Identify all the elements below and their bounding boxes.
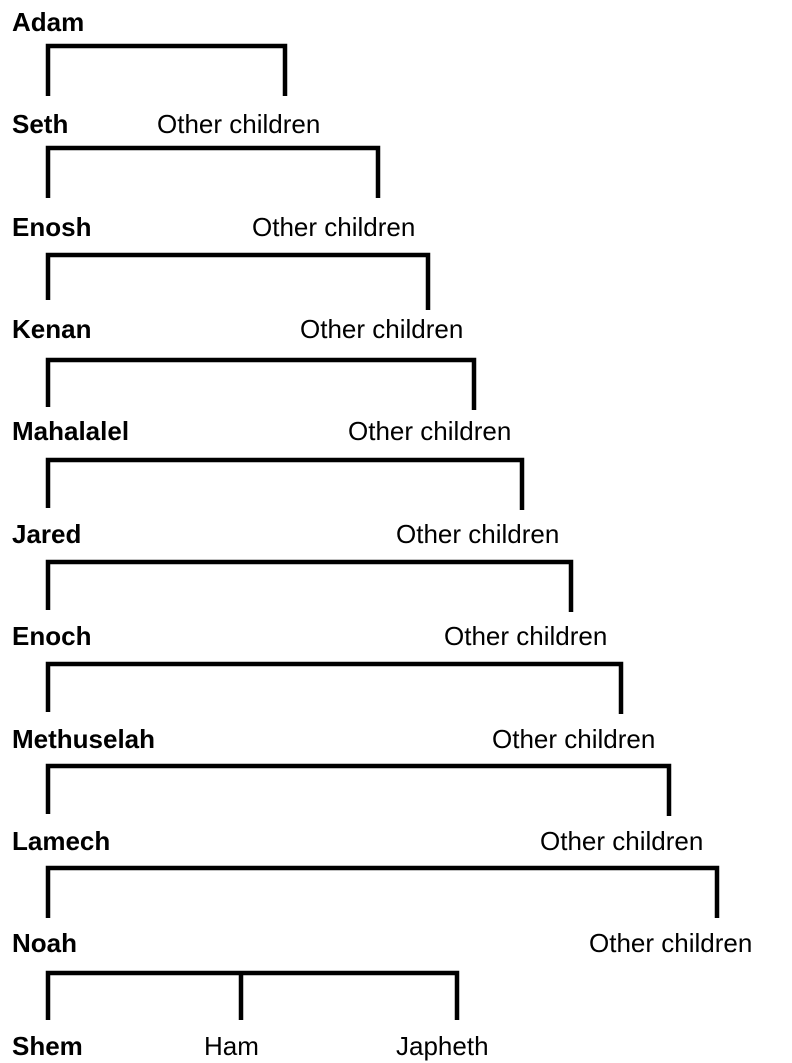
connector-mahalalel [48,460,522,510]
connector-seth [48,148,378,198]
other-children-noah: Other children [589,928,753,958]
connector-kenan [48,360,474,410]
person-methuselah: Methuselah [12,724,156,754]
other-children-seth: Other children [157,109,321,139]
person-lamech: Lamech [12,826,111,856]
person-shem: Shem [12,1031,83,1061]
person-enosh: Enosh [12,212,92,242]
connector-noah [48,973,457,1020]
connector-enosh [48,255,428,310]
person-noah: Noah [12,928,77,958]
person-ham: Ham [204,1031,259,1061]
other-children-enosh: Other children [252,212,416,242]
other-children-kenan: Other children [300,314,464,344]
connector-jared [48,562,571,612]
connector-lamech [48,868,717,918]
other-children-enoch: Other children [444,621,608,651]
other-children-jared: Other children [396,519,560,549]
person-jared: Jared [12,519,82,549]
connector-methuselah [48,766,669,816]
person-kenan: Kenan [12,314,92,344]
other-children-methuselah: Other children [492,724,656,754]
person-seth: Seth [12,109,69,139]
person-mahalalel: Mahalalel [12,416,130,446]
connector-enoch [48,664,621,714]
person-japheth: Japheth [396,1031,489,1061]
person-adam: Adam [12,7,85,37]
person-enoch: Enoch [12,621,92,651]
other-children-mahalalel: Other children [348,416,512,446]
connector-adam [48,46,285,96]
other-children-lamech: Other children [540,826,704,856]
